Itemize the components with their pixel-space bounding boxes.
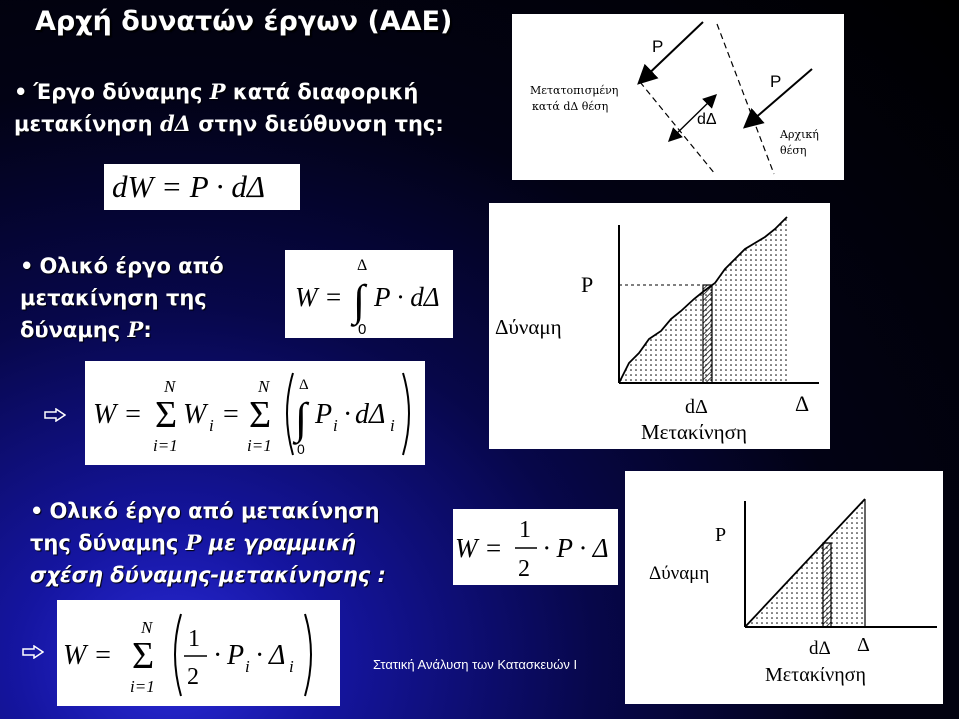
initial-line-of-action — [717, 24, 774, 174]
eq5-lhs: W = — [63, 640, 113, 671]
fig2-ddelta-label: dΔ — [685, 396, 708, 418]
figure-nonlinear-force-displacement — [489, 203, 830, 449]
page-title: Αρχή δυνατών έργων (ΑΔΕ) — [35, 6, 453, 37]
symbol-p: P — [185, 530, 202, 555]
fig2-force-label: Δύναμη — [495, 315, 562, 339]
bullet-dot: • — [30, 499, 44, 523]
symbol-p: P — [127, 317, 144, 342]
equation-sum-integral — [85, 361, 425, 465]
bullet-dot: • — [14, 80, 28, 104]
fig2-p-label: P — [581, 272, 594, 297]
eq1-text: dW = P · dΔ — [112, 169, 266, 204]
eq5-p-sub: i — [245, 657, 250, 676]
text: μετακίνηση — [14, 112, 160, 136]
fig1-p-right: P — [770, 72, 782, 91]
differential-strip — [703, 285, 712, 383]
moved-line-of-action — [640, 82, 715, 174]
fig1-moved-label: Μετατοπισμένη — [530, 84, 619, 97]
sum-sign: Σ — [132, 635, 155, 677]
fig1-initial-label: Αρχική — [780, 128, 819, 141]
fig3-delta-label: Δ — [857, 634, 870, 656]
fig3-displacement-label: Μετακίνηση — [765, 664, 866, 686]
equation-sum-half — [57, 600, 340, 706]
eq3-sum-lower: i=1 — [153, 436, 178, 455]
fig2-delta-label: Δ — [795, 391, 810, 416]
eq3-lhs: W = — [93, 399, 143, 430]
fig3-p-label: P — [715, 524, 727, 546]
bullet-differential-work — [14, 76, 444, 140]
implies-arrow-icon — [22, 645, 44, 659]
left-paren — [287, 373, 293, 455]
text: σχέση δύναμης-μετακίνησης : — [30, 563, 386, 587]
text: Ολικό έργο από — [39, 254, 224, 278]
eq2-lower: 0 — [358, 321, 367, 338]
eq3-sum-upper: N — [164, 377, 176, 396]
integral-sign: ∫ — [295, 394, 308, 443]
sum-sign-2: Σ — [249, 394, 272, 436]
eq3-d-sub: i — [390, 416, 395, 435]
eq3-term1-sub: i — [209, 416, 214, 435]
left-paren — [175, 614, 181, 696]
sum-sign: Σ — [155, 394, 178, 436]
eq4-num: 1 — [519, 517, 531, 543]
fig3-ddelta-label: dΔ — [809, 638, 831, 659]
fig1-d-label: dΔ — [697, 111, 717, 128]
text: με γραμμική — [201, 531, 356, 555]
symbol-ddelta: dΔ — [159, 111, 191, 136]
symbol-p: P — [209, 79, 226, 104]
eq5-sum-upper: N — [141, 618, 153, 637]
eq3-d: dΔ — [355, 399, 386, 430]
moved-force-arrow — [640, 22, 703, 82]
eq3-int-lower: 0 — [297, 441, 305, 457]
bullet-dot: • — [20, 254, 34, 278]
fig1-p-top: P — [652, 37, 664, 56]
eq3-p-sub: i — [333, 416, 338, 435]
bullet-total-work — [20, 250, 224, 346]
equation-half-p-delta — [453, 509, 618, 585]
eq2-lhs: W = — [295, 282, 343, 312]
differential-strip — [823, 543, 831, 627]
eq2-upper: Δ — [357, 257, 368, 274]
fig1-moved-label-2: κατά dΔ θέση — [532, 100, 609, 113]
eq5-den: 2 — [187, 664, 199, 690]
eq3-p: P — [315, 399, 333, 430]
fig1-initial-label-2: θέση — [780, 144, 807, 157]
integral-sign: ∫ — [353, 276, 366, 325]
text: μετακίνηση της — [20, 286, 207, 310]
eq5-d-sub: i — [289, 657, 294, 676]
text: Ολικό έργο από μετακίνηση — [49, 499, 380, 523]
dot-operator: · — [255, 640, 265, 671]
eq5-d: Δ — [269, 640, 286, 671]
eq4-lhs: W = — [455, 533, 503, 563]
right-paren — [305, 614, 311, 696]
figure-linear-force-displacement — [625, 471, 943, 704]
figure-force-displacement — [512, 14, 844, 180]
text: : — [143, 318, 152, 342]
footer-course-title: Στατική Ανάλυση των Κατασκευών Ι — [373, 657, 578, 672]
text: δύναμης — [20, 318, 128, 342]
eq5-p: P — [227, 640, 245, 671]
eq4-den: 2 — [518, 556, 530, 582]
eq3-sum2-lower: i=1 — [247, 436, 272, 455]
bullet-linear-work — [30, 495, 440, 591]
text: κατά διαφορική — [225, 80, 419, 104]
fig3-force-label: Δύναμη — [649, 563, 710, 584]
eq3-equals: = — [223, 399, 239, 430]
implies-arrow-icon — [44, 408, 66, 422]
eq3-sum2-upper: N — [258, 377, 270, 396]
eq2-integrand: P · dΔ — [374, 282, 440, 312]
eq5-sum-lower: i=1 — [130, 677, 155, 696]
eq3-term1: W — [183, 399, 207, 430]
text: Έργο δύναμης — [33, 80, 210, 104]
eq4-rhs: · P · Δ — [543, 533, 609, 563]
fig2-displacement-label: Μετακίνηση — [641, 420, 747, 444]
text: της δύναμης — [30, 531, 186, 555]
dot-operator: · — [343, 399, 353, 430]
dot-operator: · — [213, 640, 223, 671]
eq5-num: 1 — [188, 626, 200, 652]
equation-dw — [104, 164, 300, 210]
right-paren — [403, 373, 409, 455]
text: στην διεύθυνση της: — [190, 112, 444, 136]
eq3-int-upper: Δ — [299, 377, 309, 393]
equation-integral — [285, 250, 453, 338]
